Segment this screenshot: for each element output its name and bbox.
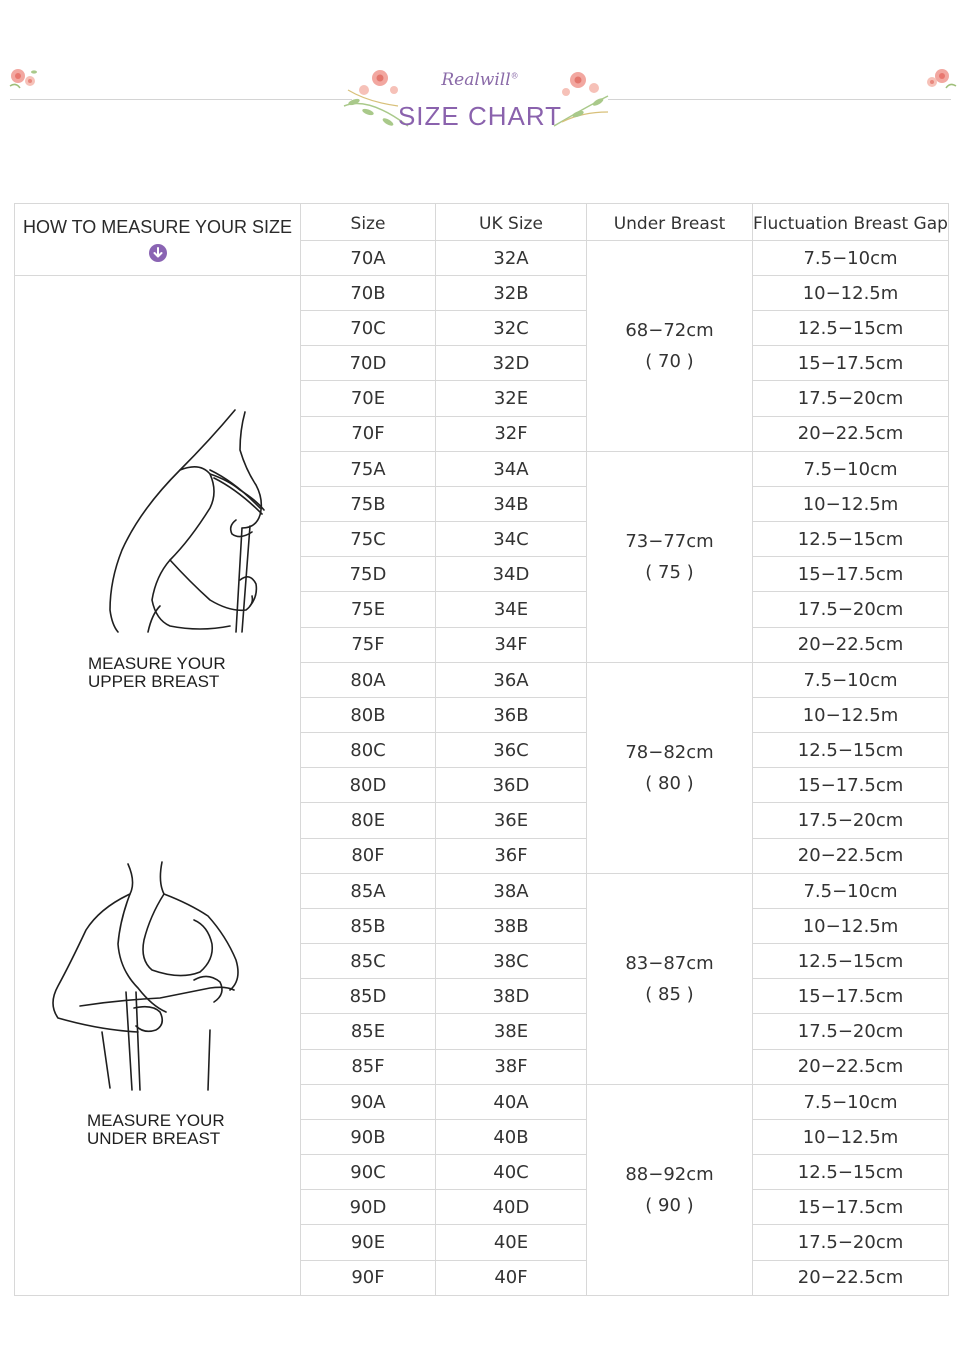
arrow-down-icon — [149, 244, 167, 262]
gap-cell: 15−17.5cm — [753, 979, 949, 1014]
gap-cell: 15−17.5cm — [753, 346, 949, 381]
uk-size-cell: 40B — [436, 1120, 587, 1155]
uk-size-cell: 32F — [436, 416, 587, 452]
under-breast-reference: ( 90 ) — [645, 1195, 694, 1216]
size-cell: 75E — [301, 592, 436, 628]
gap-cell: 12.5−15cm — [753, 311, 949, 346]
uk-size-cell: 40C — [436, 1155, 587, 1190]
gap-cell: 17.5−20cm — [753, 1225, 949, 1261]
gap-cell: 17.5−20cm — [753, 592, 949, 628]
gap-cell: 17.5−20cm — [753, 1014, 949, 1050]
under-breast-range: 88−92cm — [625, 1164, 714, 1185]
size-cell: 70B — [301, 276, 436, 311]
column-header-size: Size — [301, 204, 436, 241]
size-cell: 90D — [301, 1190, 436, 1225]
size-cell: 70F — [301, 416, 436, 452]
uk-size-cell: 38B — [436, 909, 587, 944]
gap-cell: 15−17.5cm — [753, 557, 949, 592]
gap-cell: 10−12.5m — [753, 276, 949, 311]
size-cell: 85F — [301, 1049, 436, 1085]
gap-cell: 7.5−10cm — [753, 241, 949, 276]
uk-size-cell: 32A — [436, 241, 587, 276]
uk-size-cell: 34B — [436, 487, 587, 522]
size-cell: 75F — [301, 627, 436, 663]
size-cell: 90F — [301, 1260, 436, 1296]
gap-cell: 17.5−20cm — [753, 803, 949, 839]
uk-size-cell: 38C — [436, 944, 587, 979]
gap-cell: 10−12.5m — [753, 909, 949, 944]
column-header-gap: Fluctuation Breast Gap — [753, 204, 949, 241]
uk-size-cell: 34E — [436, 592, 587, 628]
under-breast-cell — [587, 241, 753, 452]
uk-size-cell: 32B — [436, 276, 587, 311]
gap-cell: 12.5−15cm — [753, 1155, 949, 1190]
upper-breast-label: MEASURE YOUR UPPER BREAST — [88, 654, 226, 691]
under-breast-illustration — [40, 860, 260, 1100]
gap-cell: 20−22.5cm — [753, 838, 949, 874]
gap-cell: 20−22.5cm — [753, 1049, 949, 1085]
header-rule-right — [608, 99, 951, 100]
uk-size-cell: 40E — [436, 1225, 587, 1261]
size-cell: 80E — [301, 803, 436, 839]
uk-size-cell: 40A — [436, 1085, 587, 1120]
size-cell: 80C — [301, 733, 436, 768]
gap-cell: 20−22.5cm — [753, 1260, 949, 1296]
uk-size-cell: 34F — [436, 627, 587, 663]
column-header-uk-size: UK Size — [436, 204, 587, 241]
under-breast-cell — [587, 663, 753, 874]
how-to-measure-label: HOW TO MEASURE YOUR SIZE — [22, 216, 293, 237]
under-breast-reference: ( 85 ) — [645, 984, 694, 1005]
uk-size-cell: 32D — [436, 346, 587, 381]
uk-size-cell: 36D — [436, 768, 587, 803]
size-cell: 70D — [301, 346, 436, 381]
gap-cell: 10−12.5m — [753, 698, 949, 733]
flower-icon — [6, 64, 40, 94]
under-breast-cell — [587, 452, 753, 663]
gap-cell: 17.5−20cm — [753, 381, 949, 417]
size-cell: 85A — [301, 874, 436, 909]
uk-size-cell: 38A — [436, 874, 587, 909]
size-cell: 90E — [301, 1225, 436, 1261]
size-cell: 80A — [301, 663, 436, 698]
under-breast-label: MEASURE YOUR UNDER BREAST — [87, 1111, 225, 1148]
gap-cell: 12.5−15cm — [753, 522, 949, 557]
under-breast-range: 83−87cm — [625, 953, 714, 974]
under-breast-reference: ( 75 ) — [645, 562, 694, 583]
gap-cell: 20−22.5cm — [753, 627, 949, 663]
table-header-row — [15, 204, 949, 241]
uk-size-cell: 34A — [436, 452, 587, 487]
header-rule-left — [10, 99, 352, 100]
size-cell: 75D — [301, 557, 436, 592]
size-cell: 75A — [301, 452, 436, 487]
upper-breast-illustration — [60, 400, 280, 640]
under-breast-reference: ( 70 ) — [645, 351, 694, 372]
size-cell: 90C — [301, 1155, 436, 1190]
uk-size-cell: 38E — [436, 1014, 587, 1050]
size-cell: 90A — [301, 1085, 436, 1120]
gap-cell: 15−17.5cm — [753, 768, 949, 803]
under-breast-range: 78−82cm — [625, 742, 714, 763]
under-breast-range: 73−77cm — [625, 531, 714, 552]
flower-icon — [924, 64, 958, 94]
uk-size-cell: 38F — [436, 1049, 587, 1085]
size-cell: 75C — [301, 522, 436, 557]
uk-size-cell: 36E — [436, 803, 587, 839]
uk-size-cell: 34C — [436, 522, 587, 557]
size-cell: 85C — [301, 944, 436, 979]
gap-cell: 10−12.5m — [753, 487, 949, 522]
size-cell: 70C — [301, 311, 436, 346]
size-cell: 85E — [301, 1014, 436, 1050]
gap-cell: 7.5−10cm — [753, 874, 949, 909]
size-cell: 70E — [301, 381, 436, 417]
uk-size-cell: 36C — [436, 733, 587, 768]
gap-cell: 15−17.5cm — [753, 1190, 949, 1225]
under-breast-cell — [587, 1085, 753, 1296]
size-cell: 80F — [301, 838, 436, 874]
uk-size-cell: 40D — [436, 1190, 587, 1225]
uk-size-cell: 38D — [436, 979, 587, 1014]
size-cell: 90B — [301, 1120, 436, 1155]
size-cell: 85D — [301, 979, 436, 1014]
gap-cell: 12.5−15cm — [753, 944, 949, 979]
size-cell: 80B — [301, 698, 436, 733]
uk-size-cell: 40F — [436, 1260, 587, 1296]
size-cell: 75B — [301, 487, 436, 522]
uk-size-cell: 34D — [436, 557, 587, 592]
uk-size-cell: 36F — [436, 838, 587, 874]
table-row — [15, 276, 949, 311]
gap-cell: 7.5−10cm — [753, 452, 949, 487]
gap-cell: 7.5−10cm — [753, 663, 949, 698]
uk-size-cell: 32C — [436, 311, 587, 346]
uk-size-cell: 32E — [436, 381, 587, 417]
size-cell: 70A — [301, 241, 436, 276]
gap-cell: 10−12.5m — [753, 1120, 949, 1155]
how-to-measure-header — [15, 204, 301, 276]
under-breast-range: 68−72cm — [625, 320, 714, 341]
uk-size-cell: 36B — [436, 698, 587, 733]
under-breast-reference: ( 80 ) — [645, 773, 694, 794]
gap-cell: 7.5−10cm — [753, 1085, 949, 1120]
brand-logo: Realwill® — [441, 70, 519, 90]
column-header-under-breast: Under Breast — [587, 204, 753, 241]
gap-cell: 12.5−15cm — [753, 733, 949, 768]
under-breast-cell — [587, 874, 753, 1085]
size-cell: 85B — [301, 909, 436, 944]
page-title: SIZE CHART — [397, 101, 563, 131]
uk-size-cell: 36A — [436, 663, 587, 698]
gap-cell: 20−22.5cm — [753, 416, 949, 452]
size-cell: 80D — [301, 768, 436, 803]
